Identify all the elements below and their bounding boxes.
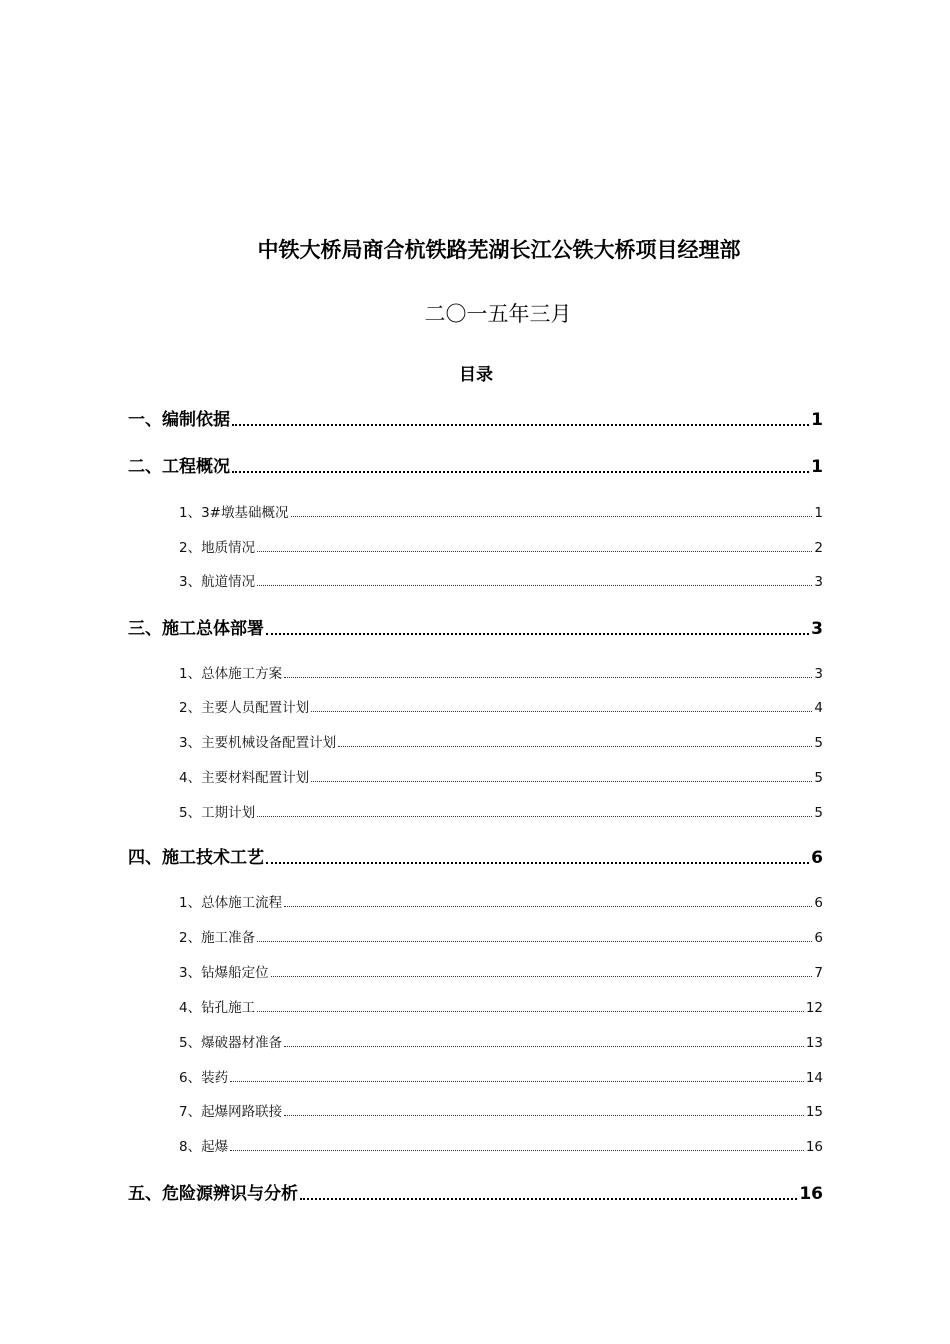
toc-entry-section[interactable] xyxy=(128,452,823,477)
dot-leader xyxy=(311,781,812,782)
toc-entry-subsection[interactable] xyxy=(179,1100,823,1120)
toc-entry-label: 五、危险源辨识与分析 xyxy=(128,1184,298,1204)
dot-leader xyxy=(257,816,812,817)
toc-entry-label: 5、爆破器材准备 xyxy=(179,1035,283,1051)
toc-entry-page: 3 xyxy=(814,574,823,590)
toc-entry-page: 12 xyxy=(805,1000,823,1016)
toc-heading: 目录 xyxy=(459,365,493,385)
toc-entry-section[interactable] xyxy=(128,405,823,430)
toc-entry-label: 1、总体施工流程 xyxy=(179,895,283,911)
toc-entry-label: 3、钻爆船定位 xyxy=(179,965,269,981)
toc-entry-subsection[interactable] xyxy=(179,891,823,911)
dot-leader xyxy=(284,677,812,678)
toc-entry-subsection[interactable] xyxy=(179,801,823,821)
toc-entry-subsection[interactable] xyxy=(179,662,823,682)
toc-entry-subsection[interactable] xyxy=(179,1066,823,1086)
toc-entry-label: 3、航道情况 xyxy=(179,574,256,590)
dot-leader xyxy=(257,551,812,552)
toc-entry-page: 4 xyxy=(814,700,823,716)
toc-entry-label: 一、编制依据 xyxy=(128,410,230,430)
toc-entry-label: 6、装药 xyxy=(179,1070,229,1086)
toc-entry-page: 5 xyxy=(814,770,823,786)
toc-entry-subsection[interactable] xyxy=(179,1031,823,1051)
dot-leader xyxy=(257,1011,804,1012)
dot-leader xyxy=(311,711,812,712)
toc-entry-page: 15 xyxy=(805,1104,823,1120)
toc-entry-subsection[interactable] xyxy=(179,996,823,1016)
toc-entry-label: 2、施工准备 xyxy=(179,930,256,946)
dot-leader xyxy=(300,1198,797,1200)
toc-entry-page: 5 xyxy=(814,735,823,751)
toc-entry-label: 5、工期计划 xyxy=(179,805,256,821)
toc-entry-label: 三、施工总体部署 xyxy=(128,619,264,639)
toc-entry-label: 2、主要人员配置计划 xyxy=(179,700,310,716)
toc-entry-page: 1 xyxy=(811,410,823,430)
toc-entry-page: 16 xyxy=(799,1184,823,1204)
toc-entry-page: 6 xyxy=(814,895,823,911)
toc-entry-page: 13 xyxy=(805,1035,823,1051)
dot-leader xyxy=(266,633,809,635)
toc-entry-page: 2 xyxy=(814,540,823,556)
toc-entry-page: 1 xyxy=(811,457,823,477)
toc-entry-page: 7 xyxy=(814,965,823,981)
toc-entry-page: 1 xyxy=(814,505,823,521)
toc-entry-subsection[interactable] xyxy=(179,536,823,556)
dot-leader xyxy=(232,424,809,426)
toc-entry-page: 5 xyxy=(814,805,823,821)
dot-leader xyxy=(232,471,809,473)
toc-entry-label: 8、起爆 xyxy=(179,1139,229,1155)
toc-entry-label: 2、地质情况 xyxy=(179,540,256,556)
toc-entry-subsection[interactable] xyxy=(179,926,823,946)
toc-entry-page: 6 xyxy=(814,930,823,946)
toc-entry-subsection[interactable] xyxy=(179,961,823,981)
toc-entry-page: 3 xyxy=(811,619,823,639)
toc-entry-subsection[interactable] xyxy=(179,731,823,751)
toc-entry-label: 二、工程概况 xyxy=(128,457,230,477)
dot-leader xyxy=(257,585,812,586)
dot-leader xyxy=(291,516,813,517)
toc-entry-subsection[interactable] xyxy=(179,766,823,786)
dot-leader xyxy=(230,1150,804,1151)
toc-entry-label: 3、主要机械设备配置计划 xyxy=(179,735,337,751)
toc-entry-page: 3 xyxy=(814,666,823,682)
dot-leader xyxy=(257,941,812,942)
toc-entry-section[interactable] xyxy=(128,843,823,868)
dot-leader xyxy=(284,1046,804,1047)
toc-entry-section[interactable] xyxy=(128,1179,823,1204)
dot-leader xyxy=(284,906,812,907)
dot-leader xyxy=(230,1081,804,1082)
toc-entry-section[interactable] xyxy=(128,614,823,639)
dot-leader xyxy=(284,1115,804,1116)
toc-entry-label: 四、施工技术工艺 xyxy=(128,848,264,868)
dot-leader xyxy=(266,862,809,864)
organization-title: 中铁大桥局商合杭铁路芜湖长江公铁大桥项目经理部 xyxy=(257,238,741,262)
document-date: 二〇一五年三月 xyxy=(424,302,572,326)
toc-entry-label: 1、总体施工方案 xyxy=(179,666,283,682)
toc-entry-subsection[interactable] xyxy=(179,570,823,590)
toc-entry-page: 6 xyxy=(811,848,823,868)
toc-entry-subsection[interactable] xyxy=(179,501,823,521)
toc-entry-page: 14 xyxy=(805,1070,823,1086)
dot-leader xyxy=(338,746,812,747)
toc-entry-subsection[interactable] xyxy=(179,1135,823,1155)
toc-entry-page: 16 xyxy=(805,1139,823,1155)
toc-entry-subsection[interactable] xyxy=(179,696,823,716)
dot-leader xyxy=(271,976,813,977)
toc-entry-label: 7、起爆网路联接 xyxy=(179,1104,283,1120)
toc-entry-label: 4、主要材料配置计划 xyxy=(179,770,310,786)
toc-entry-label: 4、钻孔施工 xyxy=(179,1000,256,1016)
toc-entry-label: 1、3#墩基础概况 xyxy=(179,505,289,521)
